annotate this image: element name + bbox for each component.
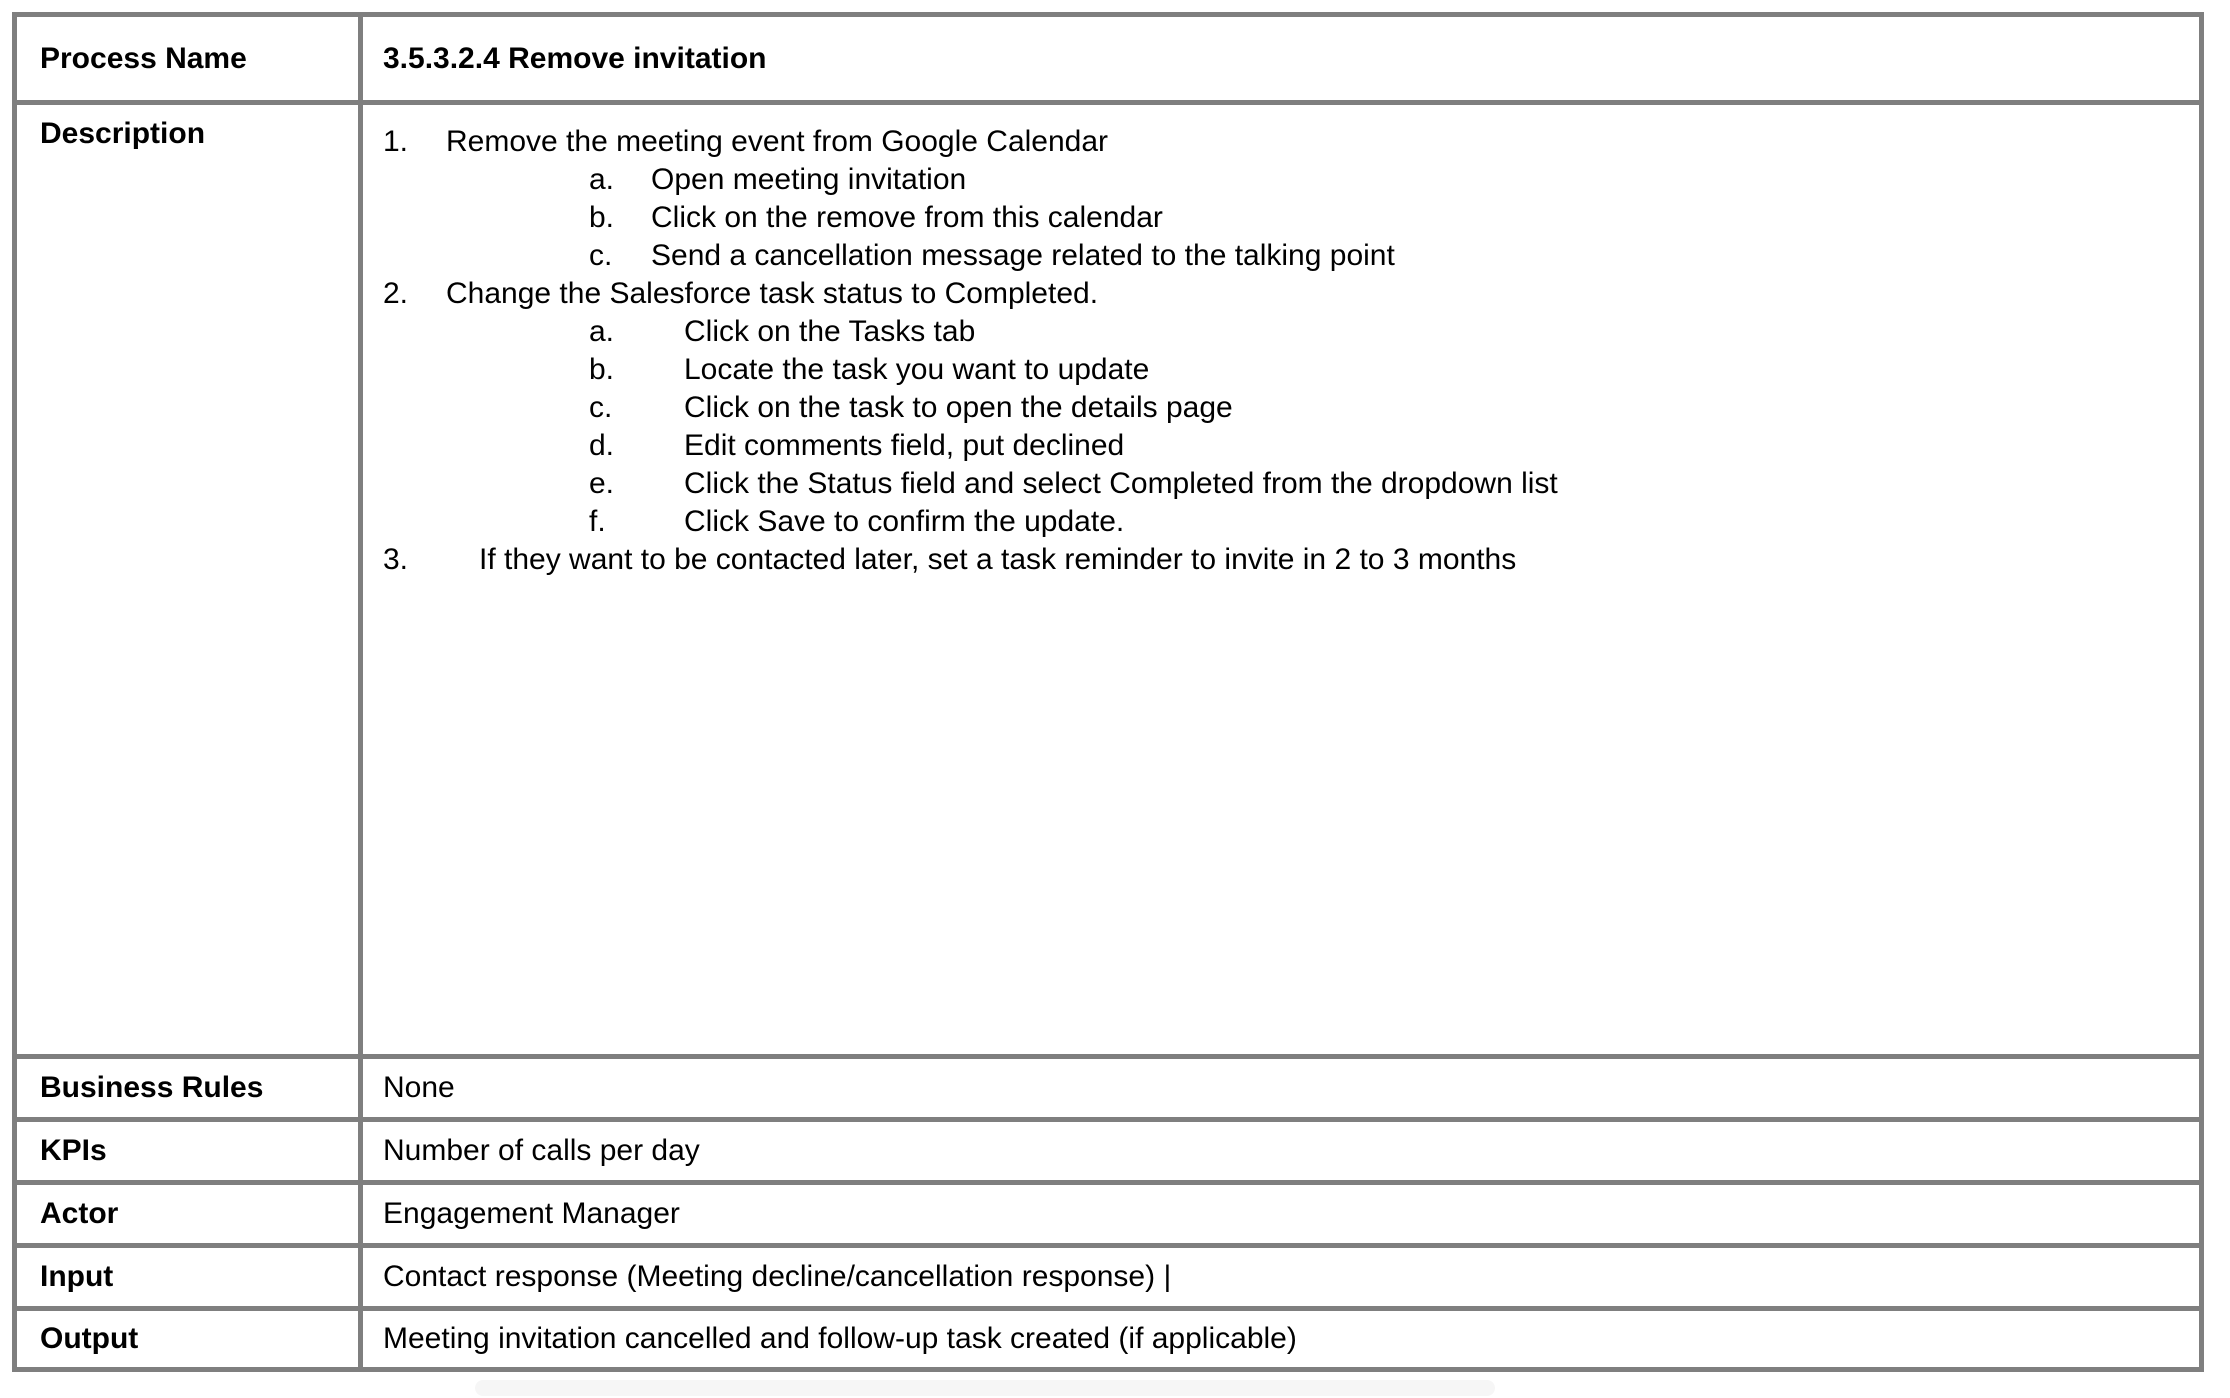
description-step	[363, 123, 2199, 161]
list-item-text: Click on the task to open the details page	[684, 391, 1233, 424]
business-rules-label: Business Rules	[17, 1059, 363, 1117]
kpis-value: Number of calls per day	[383, 1134, 700, 1167]
list-item-text: Click on the remove from this calendar	[651, 201, 1163, 234]
list-item-text: Locate the task you want to update	[684, 353, 1150, 386]
list-item-text: Click on the Tasks tab	[684, 315, 976, 348]
description-substep	[363, 161, 2199, 199]
list-marker: 2.	[383, 277, 409, 310]
list-marker: f.	[589, 505, 606, 538]
business-rules-value: None	[383, 1071, 455, 1104]
input-label: Input	[17, 1248, 363, 1306]
input-value: Contact response (Meeting decline/cancellation response) |	[383, 1260, 1172, 1293]
description-label: Description	[17, 105, 363, 1054]
description-step	[363, 541, 2199, 579]
page-shadow	[475, 1380, 1495, 1396]
table-row-output	[17, 1311, 2199, 1367]
list-item-text: Edit comments field, put declined	[684, 429, 1125, 462]
list-marker: c.	[589, 391, 613, 424]
description-substep	[363, 313, 2199, 351]
list-item-text: Click the Status field and select Completed from the dropdown list	[684, 467, 1558, 500]
list-marker: 3.	[383, 543, 409, 576]
description-substep	[363, 237, 2199, 275]
list-marker: d.	[589, 429, 615, 462]
process-name-label: Process Name	[17, 17, 363, 100]
list-marker: c.	[589, 239, 613, 272]
table-row-description	[17, 105, 2199, 1059]
list-item-text: Open meeting invitation	[651, 163, 967, 196]
kpis-label: KPIs	[17, 1122, 363, 1180]
output-value: Meeting invitation cancelled and follow-up task created (if applicable)	[383, 1322, 1297, 1355]
table-row-kpis	[17, 1122, 2199, 1185]
list-marker: a.	[589, 163, 615, 196]
list-item-text: Click Save to confirm the update.	[684, 505, 1125, 538]
list-item-text: Send a cancellation message related to the talking point	[651, 239, 1395, 272]
actor-label: Actor	[17, 1185, 363, 1243]
description-substep	[363, 465, 2199, 503]
list-item-text: Change the Salesforce task status to Completed.	[446, 277, 1099, 310]
description-value	[363, 105, 2199, 1054]
list-marker: 1.	[383, 125, 409, 158]
process-name-value: 3.5.3.2.4 Remove invitation	[383, 41, 767, 75]
table-row-actor	[17, 1185, 2199, 1248]
output-label: Output	[17, 1311, 363, 1367]
actor-value: Engagement Manager	[383, 1197, 680, 1230]
description-substep	[363, 427, 2199, 465]
table-row-input	[17, 1248, 2199, 1311]
description-step	[363, 275, 2199, 313]
table-row-business-rules	[17, 1059, 2199, 1122]
list-marker: e.	[589, 467, 615, 500]
list-item-text: If they want to be contacted later, set a task reminder to invite in 2 to 3 months	[479, 543, 1517, 576]
list-marker: b.	[589, 201, 615, 234]
description-substep	[363, 389, 2199, 427]
description-substep	[363, 503, 2199, 541]
table-row-process-name	[17, 17, 2199, 105]
list-marker: b.	[589, 353, 615, 386]
list-item-text: Remove the meeting event from Google Calendar	[446, 125, 1109, 158]
description-substep	[363, 351, 2199, 389]
process-definition-table	[12, 12, 2204, 1372]
description-substep	[363, 199, 2199, 237]
list-marker: a.	[589, 315, 615, 348]
